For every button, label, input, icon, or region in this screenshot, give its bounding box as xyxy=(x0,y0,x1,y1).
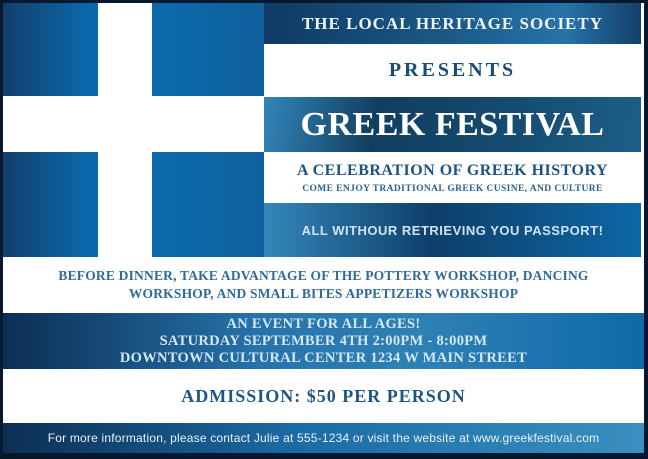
flag-cross-horizontal-stripe xyxy=(3,96,264,152)
workshop-band xyxy=(3,257,644,313)
subtitle-text: A CELEBRATION OF GREEK HISTORY xyxy=(296,161,609,179)
flag-quadrant-bottom-left xyxy=(3,152,98,259)
workshop-line-2: WORKSHOP, AND SMALL BITES APPETIZERS WORKSHOP xyxy=(128,286,519,301)
presents-label: PRESENTS xyxy=(388,59,517,81)
workshop-line-1: BEFORE DINNER, TAKE ADVANTAGE OF THE POTTERY WORKSHOP, DANCING xyxy=(58,268,589,283)
footer-contact-text: For more information, please contact Julie at 555-1234 or visit the website at www.greekfestival.com xyxy=(47,431,600,445)
venue-text: DOWNTOWN CULTURAL CENTER 1234 W MAIN STREET xyxy=(119,349,528,366)
ages-text: AN EVENT FOR ALL AGES! xyxy=(226,315,421,332)
flag-quadrant-bottom-right xyxy=(152,152,264,259)
flag-quadrant-top-left xyxy=(3,3,98,96)
passport-text: ALL WITHOUR RETRIEVING YOU PASSPORT! xyxy=(301,222,604,238)
flyer-page xyxy=(3,3,644,453)
passport-band xyxy=(264,203,641,257)
event-title: GREEK FESTIVAL xyxy=(300,105,605,143)
subtitle-small-text: COME ENJOY TRADITIONAL GREEK CUSINE, AND CULTURE xyxy=(302,183,603,194)
society-title-bar xyxy=(264,3,641,44)
event-details-band xyxy=(3,313,644,369)
subtitle-band xyxy=(264,152,641,203)
admission-band xyxy=(3,369,644,423)
flag-quadrant-top-right xyxy=(152,3,264,96)
admission-text: ADMISSION: $50 PER PERSON xyxy=(181,385,466,406)
presents-band xyxy=(264,44,641,97)
society-name: THE LOCAL HERITAGE SOCIETY xyxy=(301,13,604,33)
footer-band xyxy=(3,423,644,453)
event-title-band xyxy=(264,97,641,152)
datetime-text: SATURDAY SEPTEMBER 4TH 2:00PM - 8:00PM xyxy=(159,332,488,349)
